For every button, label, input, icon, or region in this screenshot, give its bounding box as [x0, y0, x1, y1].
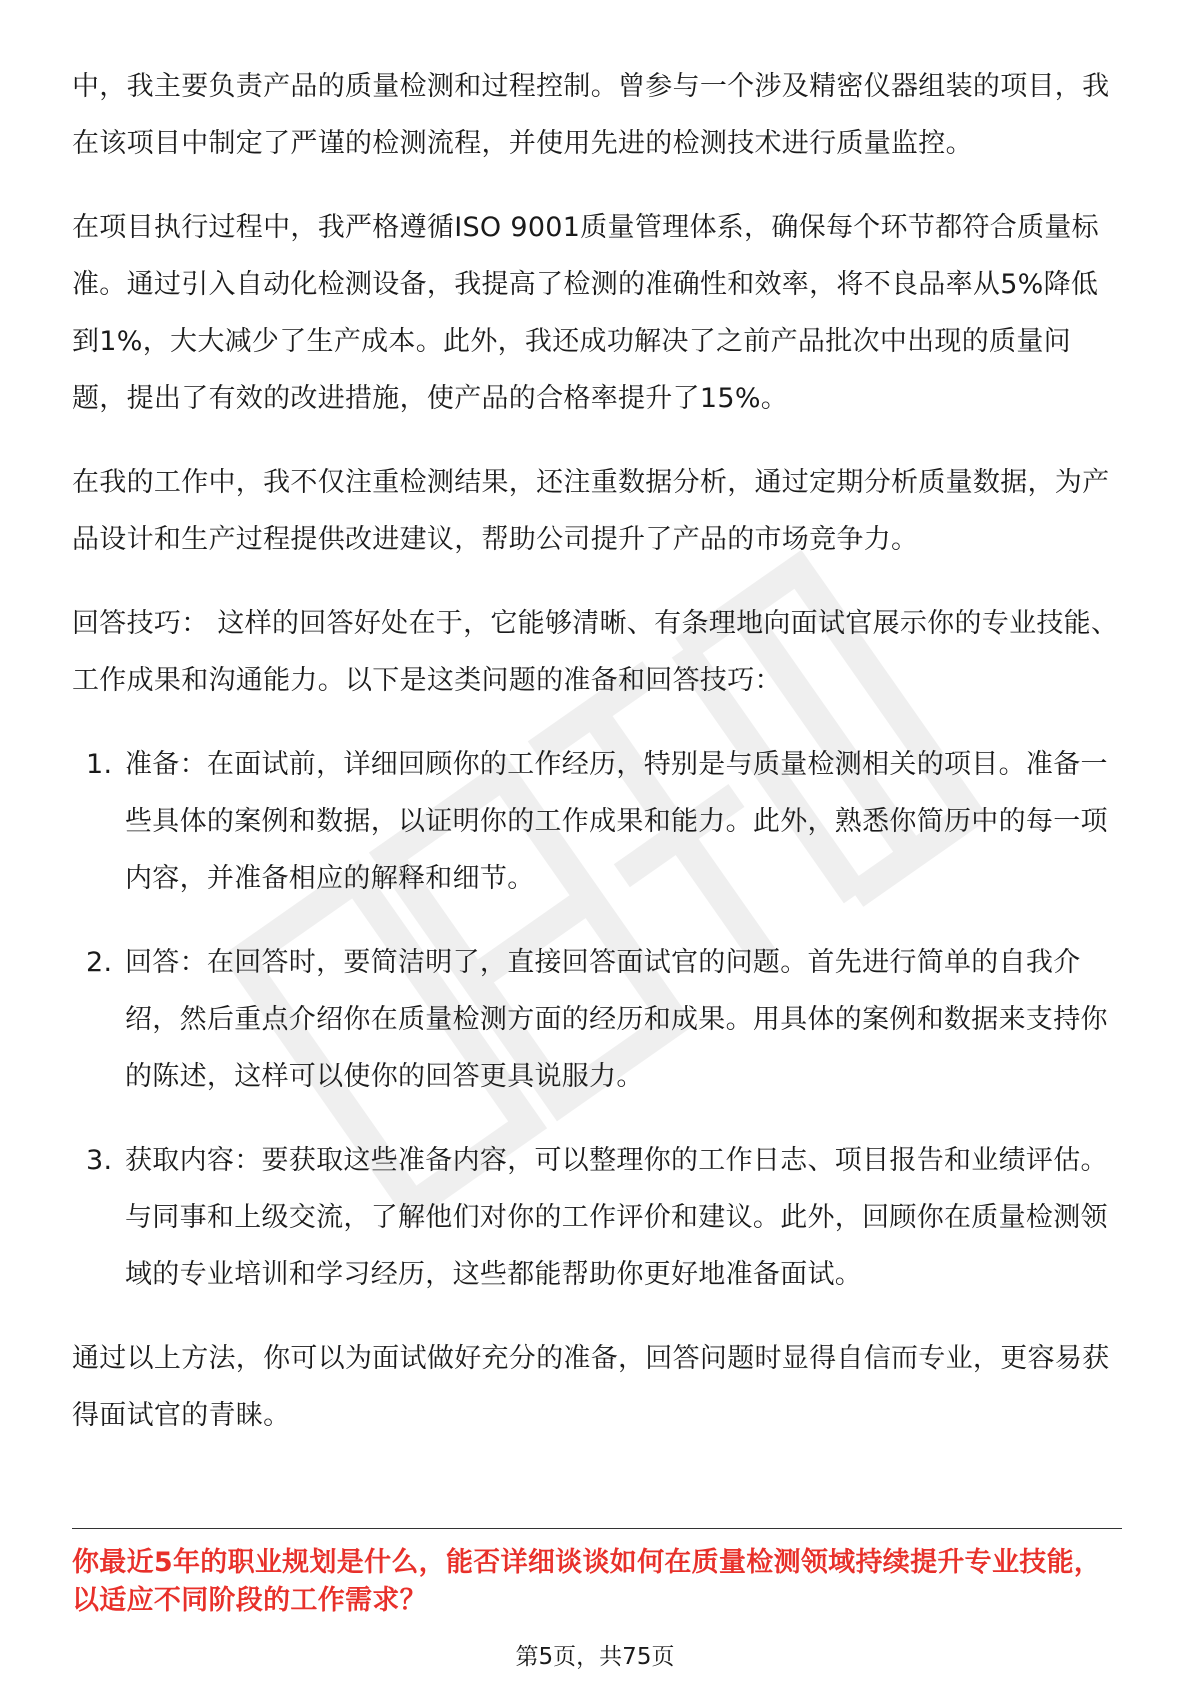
list-item-text: 回答：在回答时，要简洁明了，直接回答面试官的问题。首先进行简单的自我介绍，然后重点介绍你在质量检测方面的经历和成果。用具体的案例和数据来支持你的陈述，这样可以使你的回答更具说服力。 — [125, 947, 1108, 1092]
next-question-heading: 你最近5年的职业规划是什么，能否详细谈谈如何在质量检测领域持续提升专业技能，以适应不同阶段的工作需求？ — [72, 1547, 1102, 1616]
list-item — [72, 736, 1122, 907]
list-item — [72, 1132, 1122, 1303]
list-item-number: 2. — [86, 947, 113, 978]
paragraph-conclusion: 通过以上方法，你可以为面试做好充分的准备，回答问题时显得自信而专业，更容易获得面试官的青睐。 — [72, 1343, 1110, 1431]
list-item-number: 1. — [86, 749, 113, 780]
section-divider — [72, 1528, 1122, 1529]
page-content — [72, 58, 1122, 1471]
paragraph-data-analysis: 在我的工作中，我不仅注重检测结果，还注重数据分析，通过定期分析质量数据，为产品设计和生产过程提供改进建议，帮助公司提升了产品的市场竞争力。 — [72, 467, 1110, 555]
list-item-number: 3. — [86, 1145, 113, 1176]
list-item-text: 准备：在面试前，详细回顾你的工作经历，特别是与质量检测相关的项目。准备一些具体的案例和数据，以证明你的工作成果和能力。此外，熟悉你简历中的每一项内容，并准备相应的解释和细节。 — [125, 749, 1108, 894]
tips-list — [72, 736, 1122, 1303]
paragraph-answer-tips-intro: 回答技巧： 这样的回答好处在于，它能够清晰、有条理地向面试官展示你的专业技能、工作成果和沟通能力。以下是这类问题的准备和回答技巧： — [72, 608, 1119, 696]
list-item-text: 获取内容：要获取这些准备内容，可以整理你的工作日志、项目报告和业绩评估。与同事和上级交流，了解他们对你的工作评价和建议。此外，回顾你在质量检测领域的专业培训和学习经历，这些都能帮助你更好地准备面试。 — [125, 1145, 1108, 1290]
page-number-footer: 第5页，共75页 — [515, 1644, 675, 1670]
paragraph-project-results: 在项目执行过程中，我严格遵循ISO 9001质量管理体系，确保每个环节都符合质量标准。通过引入自动化检测设备，我提高了检测的准确性和效率，将不良品率从5%降低到1%，大大减少了生产成本。此外，我还成功解决了之前产品批次中出现的质量问题，提出了有效的改进措施，使产品的合格率提升了15%。 — [72, 212, 1099, 414]
paragraph-responsibilities: 中，我主要负责产品的质量检测和过程控制。曾参与一个涉及精密仪器组装的项目，我在该项目中制定了严谨的检测流程，并使用先进的检测技术进行质量监控。 — [72, 71, 1110, 159]
list-item — [72, 934, 1122, 1105]
